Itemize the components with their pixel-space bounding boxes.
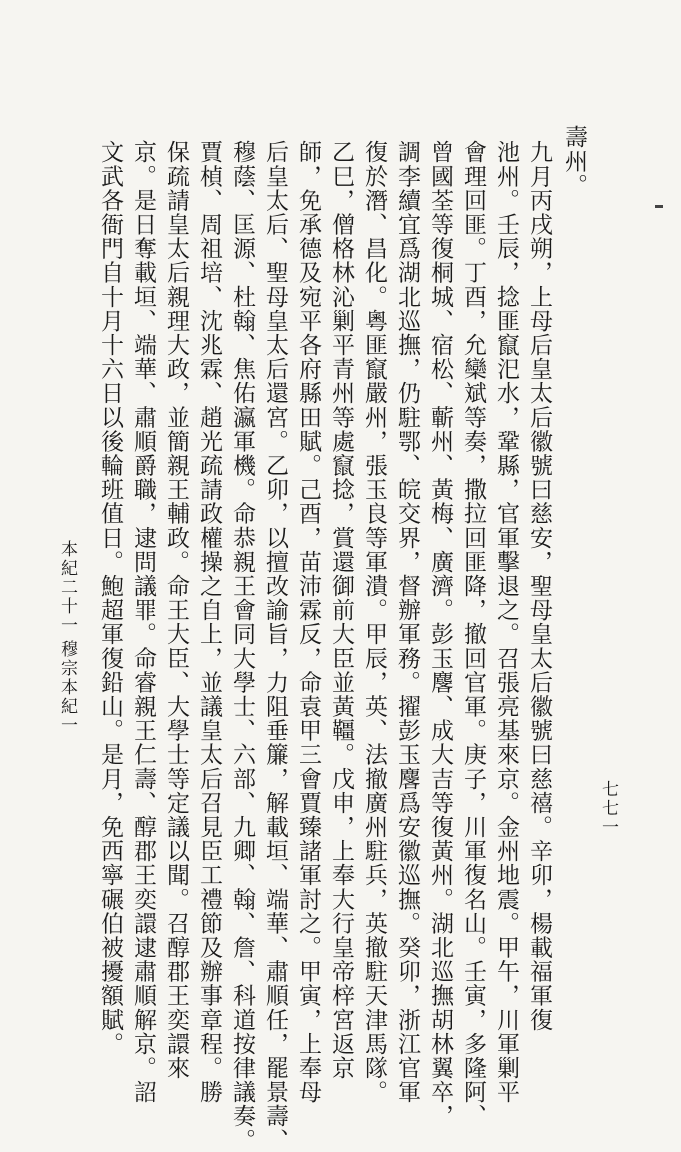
margin-subtitle: 穆宗本紀一 (57, 640, 77, 735)
text-column-8: 乙巳，僧格林沁剿平青州等處竄捻，賞還御前大臣並黃韁。戊申，上奉大行皇帝梓宮返京 (328, 140, 354, 1080)
margin-title: 本紀二十一 (57, 540, 77, 635)
text-column-3: 池州。壬辰，捻匪竄汜水，鞏縣，官軍擊退之。召張亮基來京。金州地震。甲午，川軍剿平 (493, 140, 519, 1104)
text-column-7: 復於潛、昌化。粵匪竄嚴州，張玉良等軍潰。甲辰，英、法撤廣州駐兵，英撤駐天津馬隊。 (361, 140, 387, 1104)
text-column-12: 賈楨、周祖培、沈兆霖、趙光疏請政權操之自上，並議皇太后召見臣工禮節及辦事章程。勝 (196, 140, 222, 1104)
ink-speck (655, 205, 663, 208)
text-column-1: 壽州。 (561, 125, 587, 198)
text-column-15: 文武各衙門自十月十六日以後輪班值日。鮑超軍復鉛山。是月，免西寧碾伯被擾額賦。 (97, 140, 123, 1056)
page-number: 七七一 (598, 780, 618, 837)
text-column-11: 穆蔭、匡源、杜翰、焦佑瀛軍機。命恭親王會同大學士、六部、九卿、翰、詹、科道按律議奏。 (229, 140, 255, 1152)
text-column-2: 九月丙戌朔，上母后皇太后徽號曰慈安，聖母皇太后徽號曰慈禧。辛卯，楊載福軍復 (526, 140, 552, 1032)
text-column-13: 保疏請皇太后親理大政，並簡親王輔政。命王大臣、大學士等定議以聞。召醇郡王奕譞來 (163, 140, 189, 1080)
text-column-14: 京。是日奪載垣、端華、肅順爵職，逮問議罪。命睿親王仁壽、醇郡王奕譞逮肅順解京。詔 (130, 140, 156, 1104)
text-column-10: 后皇太后、聖母皇太后還宮。乙卯，以擅改諭旨，力阻垂簾，解載垣、端華、肅順任，罷景壽、 (262, 140, 288, 1152)
text-column-6: 調李續宜爲湖北巡撫，仍駐鄂、皖交界，督辦軍務。擢彭玉麐爲安徽巡撫。癸卯，浙江官軍 (394, 140, 420, 1104)
text-column-9: 師，免承德及宛平各府縣田賦。己酉，苗沛霖反，命袁甲三會賈臻諸軍討之。甲寅，上奉母 (295, 140, 321, 1104)
text-column-4: 會理回匪。丁酉，允欒斌等奏，撒拉回匪降，撤回官軍。庚子，川軍復名山。壬寅，多隆阿、 (460, 140, 486, 1129)
text-column-5: 曾國荃等復桐城、宿松、蘄州、黃梅、廣濟。彭玉麐、成大吉等復黃州。湖北巡撫胡林翼卒， (427, 140, 453, 1129)
